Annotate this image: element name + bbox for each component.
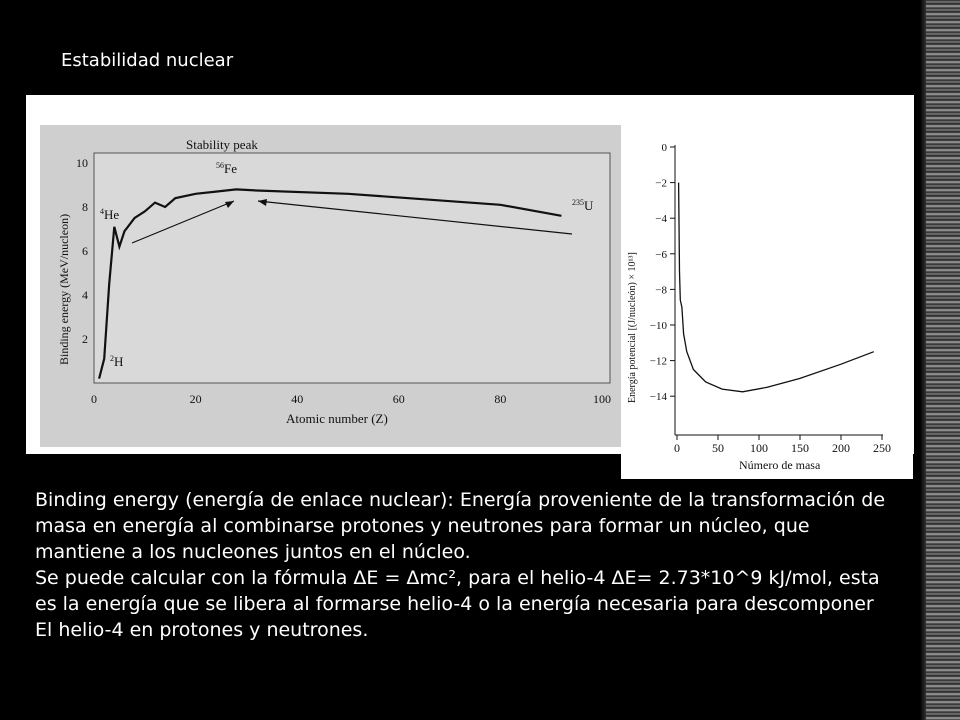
decorative-edge <box>926 0 960 720</box>
y-tick-label: −8 <box>655 284 667 297</box>
y-tick-label: −4 <box>655 213 667 226</box>
label-fe: $^{56}$Fe <box>216 161 237 176</box>
x-tick-label: 150 <box>791 441 809 455</box>
x-tick-label: 250 <box>873 441 891 455</box>
x-tick-label: 0 <box>674 441 680 455</box>
y-tick-label: −10 <box>649 320 667 332</box>
y-tick-label: 6 <box>82 244 88 258</box>
x-tick-label: 200 <box>832 441 850 455</box>
plot-area <box>94 153 610 383</box>
x-tick-label: 50 <box>712 441 724 455</box>
x-tick-label: 80 <box>494 392 507 406</box>
label-u: $^{235}$U <box>572 198 594 213</box>
potential-energy-figure <box>621 125 913 479</box>
y-tick-label: −14 <box>649 391 667 404</box>
paragraph-definition: Binding energy (energía de enlace nuclear): Energía proveniente de la transformación de masa en energía al combinarse protones y neutrones para formar un núcleo, que mantiene a los nucleones juntos en el núcleo. <box>35 489 886 563</box>
y-tick-label: 10 <box>76 156 88 170</box>
paragraph-formula: Se puede calcular con la fórmula ΔE = Δmc², para el helio-4 ΔE= 2.73*10^9 kJ/mol, esta es la energía que se libera al formarse helio-4 o la energía necesaria para descomponer El helio-4 en protones y neutrones. <box>35 567 880 641</box>
slide-title: Estabilidad nuclear <box>61 50 234 71</box>
y-tick-label: 8 <box>82 200 88 214</box>
y-tick-label: −6 <box>655 248 667 261</box>
x-tick-label: 0 <box>91 392 97 406</box>
x-tick-label: 20 <box>189 392 202 406</box>
decorative-edge-shadow <box>920 0 926 720</box>
label-he: $^4$He <box>100 207 120 222</box>
x-tick-label: 40 <box>291 392 304 406</box>
potential-energy-curve <box>679 183 874 392</box>
label-h: $^2$H <box>110 354 124 369</box>
x-axis-label: Atomic number (Z) <box>286 411 388 426</box>
x-tick-label: 100 <box>750 441 768 455</box>
explanation-text <box>35 487 895 643</box>
y-tick-label: 0 <box>661 142 667 154</box>
chart-title: Stability peak <box>186 137 258 152</box>
y-axis-label: Binding energy (MeV/nucleon) <box>57 213 71 365</box>
x-tick-label: 100 <box>593 392 611 406</box>
y-tick-label: −2 <box>655 177 667 190</box>
x-tick-label: 60 <box>392 392 405 406</box>
x-axis-label: Número de masa <box>739 458 821 472</box>
y-axis-label: Energía potencial [(J/nucleón) × 10¹³] <box>627 252 638 403</box>
y-tick-label: −12 <box>649 355 667 368</box>
y-tick-label: 2 <box>82 332 88 346</box>
y-tick-label: 4 <box>82 288 88 302</box>
